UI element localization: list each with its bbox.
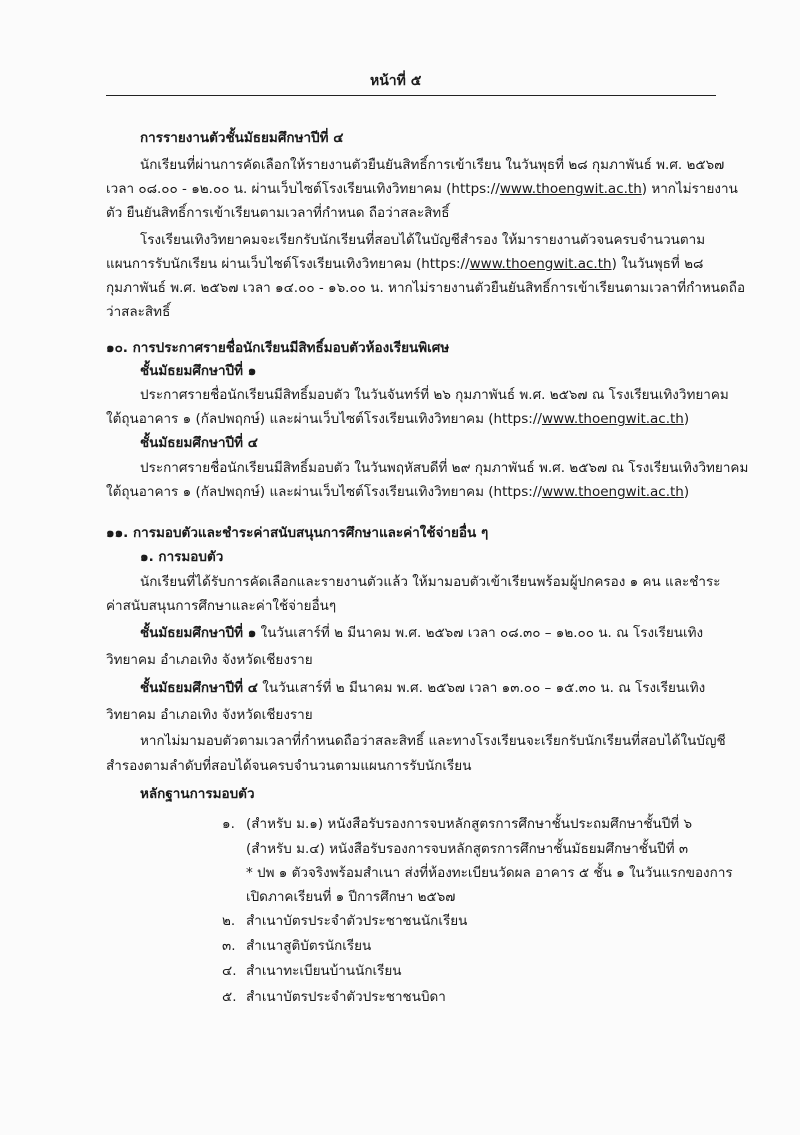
header-rule [106,95,716,96]
section10-m4-heading: ชั้นมัธยมศึกษาปีที่ ๔ [140,435,258,451]
report-m4-p2-line3: กุมภาพันธ์ พ.ศ. ๒๕๖๗ เวลา ๑๔.๐๐ - ๑๖.๐๐ น. หากไม่รายงานตัวยืนยันสิทธิ์การเข้าเรียนตามเวลาที่กำหนดถือ [106,280,746,296]
section10-m1-line1: ประกาศรายชื่อนักเรียนมีสิทธิ์มอบตัว ในวันจันทร์ที่ ๒๖ กุมภาพันธ์ พ.ศ. ๒๕๖๗ ณ โรงเรียนเทิงวิทยาคม [140,387,729,403]
evidence-item-line: (สำหรับ ม.๑) หนังสือรับรองการจบหลักสูตรการศึกษาชั้นประถมศึกษาชั้นปีที่ ๖ [246,816,693,832]
report-m4-heading: การรายงานตัวชั้นมัธยมศึกษาปีที่ ๔ [140,130,344,146]
section11-p1-line2: ค่าสนับสนุนการศึกษาและค่าใช้จ่ายอื่นๆ [106,598,337,614]
evidence-item-line: สำเนาบัตรประจำตัวประชาชนนักเรียน [246,913,468,929]
evidence-item-line: สำเนาทะเบียนบ้านนักเรียน [246,963,402,979]
section10-m1-heading: ชั้นมัธยมศึกษาปีที่ ๑ [140,363,257,379]
evidence-item-line: * ปพ ๑ ตัวจริงพร้อมสำเนา ส่งที่ห้องทะเบียนวัดผล อาคาร ๕ ชั้น ๑ ในวันแรกของการ [246,865,733,881]
section11-m4-line1: ชั้นมัธยมศึกษาปีที่ ๔ ในวันเสาร์ที่ ๒ มีนาคม พ.ศ. ๒๕๖๗ เวลา ๑๓.๐๐ – ๑๕.๓๐ น. ณ โรงเรียนเทิง [140,680,706,696]
school-website-link[interactable]: www.thoengwit.ac.th [541,411,684,427]
school-website-link[interactable]: www.thoengwit.ac.th [499,181,642,197]
evidence-heading: หลักฐานการมอบตัว [140,786,255,802]
evidence-item-number: ๑. [222,816,235,832]
evidence-item-line: สำเนาสูติบัตรนักเรียน [246,938,372,954]
section10-heading: ๑๐. การประกาศรายชื่อนักเรียนมีสิทธิ์มอบตัวห้องเรียนพิเศษ [106,340,450,356]
section11-sub1-heading: ๑. การมอบตัว [140,549,224,565]
report-m4-p2-line4: ว่าสละสิทธิ์ [106,304,171,320]
section11-heading: ๑๑. การมอบตัวและชำระค่าสนับสนุนการศึกษาและค่าใช้จ่ายอื่น ๆ [106,525,489,541]
section11-p1-line1: นักเรียนที่ได้รับการคัดเลือกและรายงานตัวแล้ว ให้มามอบตัวเข้าเรียนพร้อมผู้ปกครอง ๑ คน และชำระ [140,574,721,590]
report-m4-p1-line3: ตัว ยืนยันสิทธิ์การเข้าเรียนตามเวลาที่กำหนด ถือว่าสละสิทธิ์ [106,205,450,221]
section10-m1-line2: ใต้ถุนอาคาร ๑ (กัลปพฤกษ์) และผ่านเว็บไซต์โรงเรียนเทิงวิทยาคม (https://www.thoengwit.ac.th) [106,411,690,427]
report-m4-p2-line1: โรงเรียนเทิงวิทยาคมจะเรียกรับนักเรียนที่สอบได้ในบัญชีสำรอง ให้มารายงานตัวจนครบจำนวนตาม [140,232,706,248]
page-number: หน้าที่ ๕ [370,73,422,89]
evidence-item-number: ๒. [222,913,236,929]
section11-p2-line1: หากไม่มามอบตัวตามเวลาที่กำหนดถือว่าสละสิทธิ์ และทางโรงเรียนจะเรียกรับนักเรียนที่สอบได้ในบัญชี [140,733,726,749]
report-m4-p1-line1: นักเรียนที่ผ่านการคัดเลือกให้รายงานตัวยืนยันสิทธิ์การเข้าเรียน ในวันพุธที่ ๒๘ กุมภาพันธ์ พ.ศ. ๒๕๖๗ [140,157,725,173]
section11-m1-line1: ชั้นมัธยมศึกษาปีที่ ๑ ในวันเสาร์ที่ ๒ มีนาคม พ.ศ. ๒๕๖๗ เวลา ๐๘.๓๐ – ๑๒.๐๐ น. ณ โรงเรียนเทิง [140,625,704,641]
report-m4-p1-line2: เวลา ๐๘.๐๐ - ๑๒.๐๐ น. ผ่านเว็บไซต์โรงเรียนเทิงวิทยาคม (https://www.thoengwit.ac.th) หากไม่รายงาน [106,181,738,197]
evidence-item-number: ๔. [222,963,237,979]
evidence-item-number: ๕. [222,989,237,1005]
section11-m1-line2: วิทยาคม อำเภอเทิง จังหวัดเชียงราย [106,652,313,668]
evidence-item-line: (สำหรับ ม.๔) หนังสือรับรองการจบหลักสูตรการศึกษาชั้นมัธยมศึกษาชั้นปีที่ ๓ [246,841,689,857]
school-website-link[interactable]: www.thoengwit.ac.th [469,256,612,272]
evidence-item-number: ๓. [222,938,236,954]
section11-m4-line2: วิทยาคม อำเภอเทิง จังหวัดเชียงราย [106,707,313,723]
section10-m4-line1: ประกาศรายชื่อนักเรียนมีสิทธิ์มอบตัว ในวันพฤหัสบดีที่ ๒๙ กุมภาพันธ์ พ.ศ. ๒๕๖๗ ณ โรงเรียนเทิงวิทยาคม [140,460,749,476]
section11-p2-line2: สำรองตามลำดับที่สอบได้จนครบจำนวนตามแผนการรับนักเรียน [106,758,472,774]
section10-m4-line2: ใต้ถุนอาคาร ๑ (กัลปพฤกษ์) และผ่านเว็บไซต์โรงเรียนเทิงวิทยาคม (https://www.thoengwit.ac.th) [106,484,690,500]
school-website-link[interactable]: www.thoengwit.ac.th [541,484,684,500]
evidence-item-line: เปิดภาคเรียนที่ ๑ ปีการศึกษา ๒๕๖๗ [246,889,456,905]
report-m4-p2-line2: แผนการรับนักเรียน ผ่านเว็บไซต์โรงเรียนเทิงวิทยาคม (https://www.thoengwit.ac.th) ในวันพุธที่ ๒๘ [106,256,704,272]
evidence-item-line: สำเนาบัตรประจำตัวประชาชนบิดา [246,989,446,1005]
